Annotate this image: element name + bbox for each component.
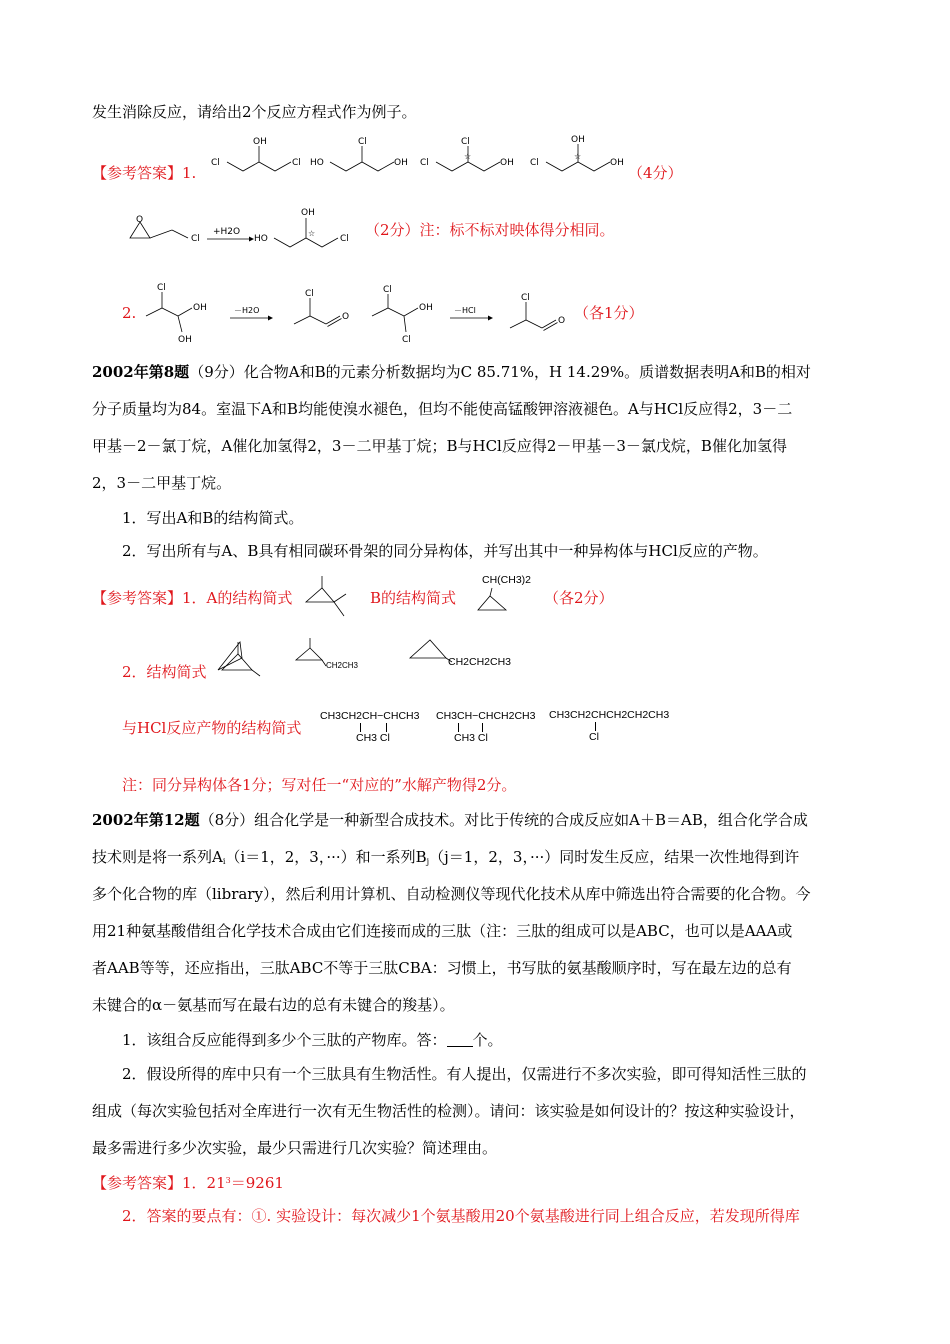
atom-o: O [136, 215, 144, 225]
atom-cl: Cl [358, 137, 367, 147]
q2-line1 [92, 362, 811, 382]
q2-answer-2-label: 2．结构简式 [122, 663, 207, 681]
atom-cl: Cl [530, 158, 539, 168]
structure-isomer-1 [212, 640, 272, 684]
hcl-product-1 [320, 710, 419, 744]
q3-item1-text: 1．该组合反应能得到多少个三肽的产物库。答： [122, 1031, 447, 1049]
answer-label-text: 【参考答案】 [92, 1174, 183, 1192]
chiral-star-icon: ☆ [308, 229, 316, 238]
atom-o: O [558, 316, 566, 326]
product-3-top: CH3CH2CHCH2CH2CH3 [549, 709, 670, 721]
atom-cl: Cl [521, 293, 530, 303]
q3-line4: 用21种氨基酸借组合化学技术合成由它们连接而成的三肽（注：三肽的组成可以是ABC，也可以是AAA或 [92, 922, 793, 940]
q3-item1 [122, 1030, 503, 1050]
isomer-2-substituent: CH2CH3 [326, 661, 359, 670]
atom-cl: Cl [191, 234, 200, 244]
atom-o: O [342, 312, 350, 322]
score-2-note: （2分）注：标不标对映体得分相同。 [365, 221, 615, 239]
structure-chiral-dichloropropanol [524, 130, 634, 184]
answer-1-exponent: 3 [225, 1176, 231, 1185]
q3-answer-2: 2．答案的要点有：①. 实验设计：每次减少1个氨基酸用20个氨基酸进行同上组合反应，若发现所得库 [122, 1207, 800, 1225]
q2-line4: 2，3－二甲基丁烷。 [92, 474, 232, 492]
product-1-bottom: CH3 Cl [356, 732, 390, 744]
score-each-1: （各1分） [574, 304, 644, 322]
atom-oh: OH [301, 208, 315, 218]
atom-oh: OH [193, 303, 207, 313]
atom-oh: OH [253, 137, 267, 147]
chiral-star-icon: ☆ [574, 152, 582, 161]
q2-line3: 甲基－2－氯丁烷，A催化加氢得2，3－二甲基丁烷；B与HCl反应得2－甲基－3－氯戊烷，B催化加氢得 [92, 437, 787, 455]
answer-1-base: 1．21 [182, 1174, 226, 1192]
reaction-arrow-minus-hcl [448, 302, 494, 330]
isomer-3-substituent: CH2CH2CH3 [448, 656, 512, 668]
reagent-minus-hcl: －HCl [454, 306, 476, 315]
atom-oh: OH [500, 158, 514, 168]
product-3-bottom: Cl [589, 731, 599, 743]
b-substituent [482, 574, 531, 586]
answer-2-prefix: 2. [122, 304, 137, 322]
structure-chloropropanediol [308, 132, 408, 186]
q2-answer-b: B的结构简式 [370, 589, 457, 607]
q3-line2-c: （j＝1，2，3，···）同时发生反应，结果一次性地得到许 [429, 848, 800, 866]
q2-item2: 2．写出所有与A、B具有相同碳环骨架的同分异构体，并写出其中一种异构体与HCl反应的产物。 [122, 542, 768, 560]
atom-cl: Cl [461, 137, 470, 147]
q3-line3: 多个化合物的库（library），然后利用计算机、自动检测仪等现代化技术从库中筛选出符合需要的化合物。今 [92, 885, 811, 903]
structure-a-tetramethylcyclopropane [300, 574, 360, 628]
atom-cl: Cl [305, 289, 314, 299]
atom-oh: OH [419, 303, 433, 313]
q3-line5: 者AAB等等，还应指出，三肽ABC不等于三肽CBA：习惯上，书写肽的氨基酸顺序时，写在最左边的总有 [92, 959, 792, 977]
structure-chloropropanal [290, 284, 360, 338]
structure-b-isopropylcyclopropane [470, 586, 520, 620]
answer-label-text: 【参考答案】 [92, 164, 183, 182]
hcl-product-2 [436, 710, 535, 744]
q3-line6: 未键合的α－氨基而写在最右边的总有未键合的羧基）。 [92, 996, 455, 1014]
hcl-product-label: 与HCl反应产物的结构简式 [122, 719, 302, 737]
answer-label-text: 【参考答案】 [92, 589, 183, 607]
structure-dichloroalcohol [368, 284, 448, 352]
structure-chiral-chloropropanediol [414, 132, 524, 186]
reaction-arrow-minus-h2o [228, 302, 274, 330]
q2-answer-a [92, 588, 292, 608]
atom-cl: Cl [402, 335, 411, 345]
q2-item1: 1．写出A和B的结构简式。 [122, 509, 304, 527]
atom-oh: OH [394, 158, 408, 168]
answer-1-result: ＝9261 [230, 1174, 284, 1192]
atom-cl: Cl [420, 158, 429, 168]
product-1-top: CH3CH2CH−CHCH3 [320, 710, 420, 722]
reaction-arrow-h2o [205, 224, 255, 252]
atom-oh: OH [610, 158, 624, 168]
product-2-bottom: CH3 Cl [454, 732, 488, 744]
hcl-product-3 [549, 709, 669, 743]
reagent-minus-h2o: －H2O [234, 306, 260, 315]
q3-line1-text: （8分）组合化学是一种新型合成技术。对比于传统的合成反应如A＋B＝AB，组合化学合成 [199, 811, 808, 829]
q3-item2-line2: 组成（每次实验包括对全库进行一次有无生物活性的检测）。请问：该实验是如何设计的？按这种实验设计， [92, 1102, 805, 1120]
q2-note: 注：同分异构体各1分；写对任一“对应的”水解产物得2分。 [122, 776, 517, 794]
atom-cl: Cl [383, 285, 392, 295]
q3-item1-end: 个。 [472, 1031, 503, 1049]
structure-chiral-chloropropanediol-product [252, 200, 362, 254]
q3-answer-1 [92, 1171, 284, 1193]
reagent-h2o: +H2O [213, 227, 241, 237]
q2-line1-text: （9分）化合物A和B的元素分析数据均为C 85.71%，H 14.29%。质谱数据表明A和B的相对 [189, 363, 811, 381]
structure-dichloropropanol [205, 132, 305, 186]
intro-text: 发生消除反应，请给出2个反应方程式作为例子。 [92, 103, 417, 121]
subscript-i: i [222, 857, 226, 866]
atom-cl: Cl [340, 234, 349, 244]
chiral-star-icon: ☆ [464, 152, 472, 161]
q2-heading: 2002年第8题 [92, 363, 190, 381]
answer-number: 1. [182, 164, 197, 182]
subscript-j: j [426, 857, 430, 866]
q3-item2-line3: 最多需进行多少次实验，最少只需进行几次实验？简述理由。 [92, 1139, 498, 1157]
answer-a-text: 1．A的结构简式 [182, 589, 293, 607]
score-each-2: （各2分） [544, 589, 614, 607]
structure-chloropropanal-2 [506, 288, 576, 342]
q3-heading: 2002年第12题 [92, 811, 200, 829]
atom-ho: HO [310, 158, 324, 168]
q3-line2-a: 技术则是将一系列A [92, 848, 223, 866]
q2-line2: 分子质量均为84。室温下A和B均能使溴水褪色，但均不能使高锰酸钾溶液褪色。A与HCl反应得2，3－二 [92, 400, 793, 418]
b-substituent-text: CH(CH3)2 [482, 574, 532, 586]
atom-oh: OH [178, 335, 192, 345]
q3-line2 [92, 847, 799, 872]
atom-cl: Cl [292, 158, 301, 168]
structure-chlorodiol [142, 280, 222, 348]
answer-label [92, 163, 196, 183]
q3-line2-b: （i＝1，2，3，···）和一系列B [225, 848, 427, 866]
product-2-top: CH3CH−CHCH2CH3 [436, 710, 536, 722]
atom-ho: HO [254, 234, 268, 244]
q3-line1 [92, 810, 808, 830]
atom-cl: Cl [157, 283, 166, 293]
atom-cl: Cl [211, 158, 220, 168]
q3-item2-line1: 2．假设所得的库中只有一个三肽具有生物活性。有人提出，仅需进行不多次实验，即可得知活性三肽的 [122, 1065, 807, 1083]
answer-blank[interactable] [447, 1032, 473, 1047]
score-4: （4分） [628, 164, 683, 182]
atom-oh: OH [571, 135, 585, 145]
